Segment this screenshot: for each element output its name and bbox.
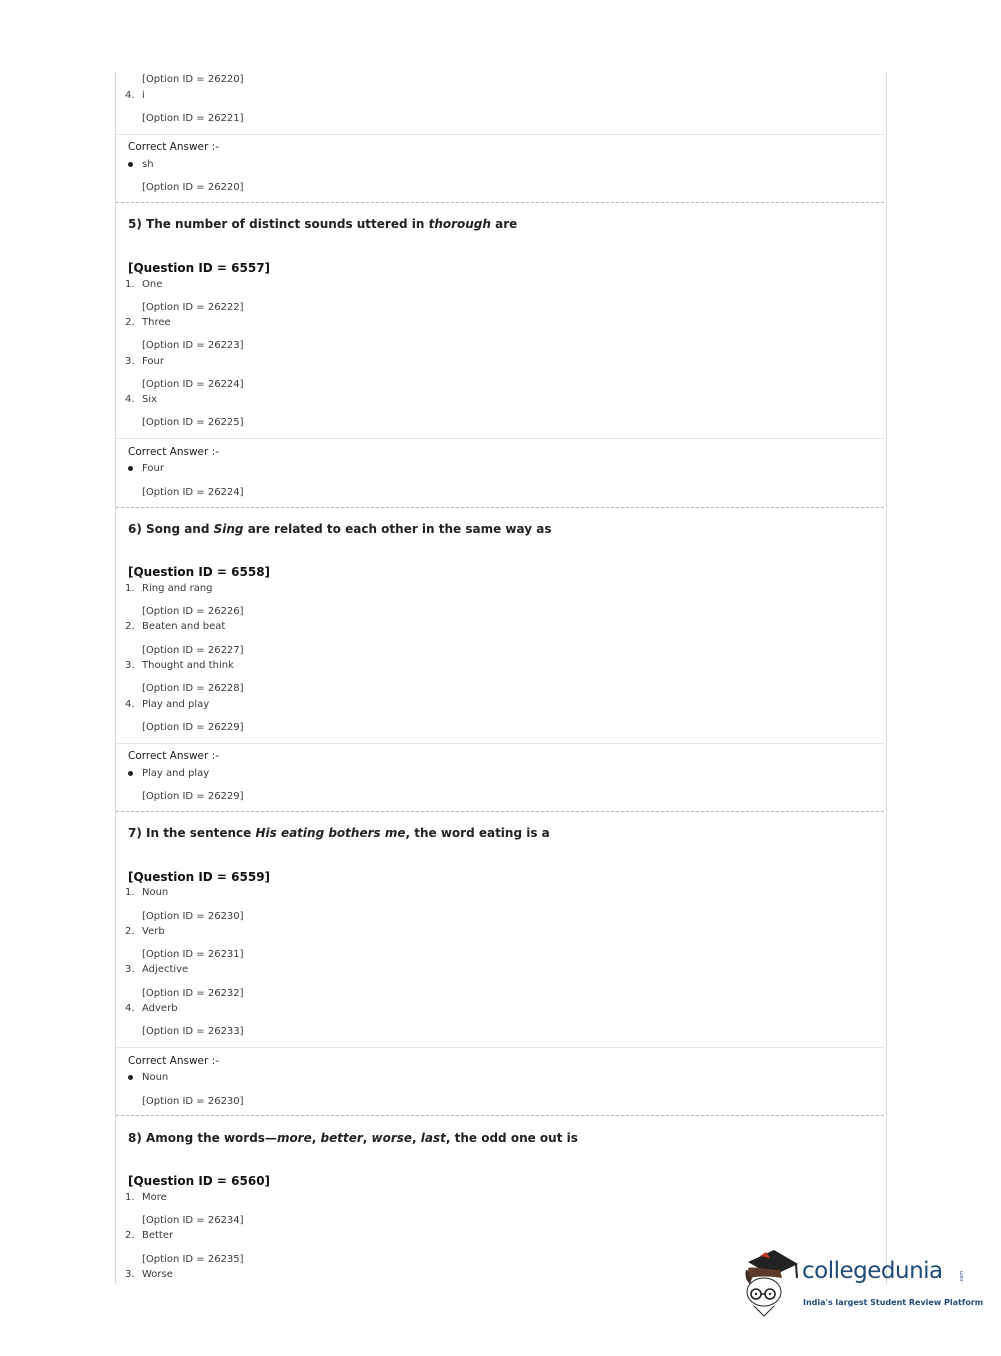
- option-text: Better: [142, 1230, 174, 1241]
- correct-answer-label: Correct Answer :-: [128, 141, 219, 153]
- divider: [116, 743, 884, 744]
- option-text: Four: [142, 356, 164, 367]
- question-separator: [116, 811, 884, 812]
- question-separator: [116, 507, 884, 508]
- option-number: 1.: [125, 583, 135, 594]
- divider: [116, 1047, 884, 1048]
- brand-suffix: .com: [959, 1270, 966, 1284]
- brand-name: collegedunia: [802, 1258, 943, 1284]
- option-number: 2.: [125, 317, 135, 328]
- question-stem: 8) Among the words—more, better, worse, last, the odd one out is: [128, 1131, 578, 1145]
- option-text: i: [142, 90, 145, 101]
- option-id: [Option ID = 26220]: [142, 74, 244, 85]
- option-id: [Option ID = 26229]: [142, 722, 244, 733]
- option-id: [Option ID = 26233]: [142, 1026, 244, 1037]
- option-text: Play and play: [142, 699, 210, 710]
- option-text: Thought and think: [142, 660, 234, 671]
- option-number: 2.: [125, 926, 135, 937]
- option-id: [Option ID = 26223]: [142, 340, 244, 351]
- option-text: Worse: [142, 1269, 173, 1280]
- option-text: One: [142, 279, 163, 290]
- question-separator: [116, 202, 884, 203]
- collegedunia-logo: [740, 1248, 984, 1320]
- option-number: 3.: [125, 1269, 135, 1280]
- correct-option-id: [Option ID = 26230]: [142, 1096, 244, 1107]
- option-id: [Option ID = 26235]: [142, 1254, 244, 1265]
- option-id: [Option ID = 26222]: [142, 302, 244, 313]
- option-id: [Option ID = 26227]: [142, 645, 244, 656]
- option-number: 2.: [125, 1230, 135, 1241]
- option-id: [Option ID = 26226]: [142, 606, 244, 617]
- question-stem: 6) Song and Sing are related to each other in the same way as: [128, 522, 552, 536]
- option-text: Verb: [142, 926, 165, 937]
- option-number: 1.: [125, 1192, 135, 1203]
- bullet-icon: [128, 771, 133, 776]
- option-number: 4.: [125, 90, 135, 101]
- option-number: 4.: [125, 699, 135, 710]
- option-text: More: [142, 1192, 167, 1203]
- question-stem: 7) In the sentence His eating bothers me, the word eating is a: [128, 826, 550, 840]
- option-text: Ring and rang: [142, 583, 213, 594]
- option-id: [Option ID = 26224]: [142, 379, 244, 390]
- option-text: Noun: [142, 887, 169, 898]
- divider: [116, 134, 884, 135]
- correct-option-id: [Option ID = 26224]: [142, 487, 244, 498]
- bullet-icon: [128, 1075, 133, 1080]
- correct-answer-text: Four: [142, 463, 164, 474]
- question-id: [Question ID = 6559]: [128, 870, 271, 884]
- option-id: [Option ID = 26221]: [142, 113, 244, 124]
- option-id: [Option ID = 26228]: [142, 683, 244, 694]
- mascot-icon: [740, 1248, 802, 1320]
- correct-option-id: [Option ID = 26229]: [142, 791, 244, 802]
- correct-answer-label: Correct Answer :-: [128, 750, 219, 762]
- option-number: 1.: [125, 279, 135, 290]
- brand-tagline: India's largest Student Review Platform: [803, 1298, 984, 1307]
- option-number: 4.: [125, 394, 135, 405]
- option-text: Adjective: [142, 964, 189, 975]
- question-id: [Question ID = 6557]: [128, 261, 271, 275]
- option-number: 3.: [125, 356, 135, 367]
- option-text: Three: [142, 317, 171, 328]
- option-text: Adverb: [142, 1003, 178, 1014]
- correct-option-id: [Option ID = 26220]: [142, 182, 244, 193]
- bullet-icon: [128, 466, 133, 471]
- option-number: 3.: [125, 964, 135, 975]
- question-stem: 5) The number of distinct sounds uttered in thorough are: [128, 217, 518, 231]
- question-id: [Question ID = 6560]: [128, 1174, 271, 1188]
- correct-answer-text: Noun: [142, 1072, 169, 1083]
- option-number: 2.: [125, 621, 135, 632]
- correct-answer-label: Correct Answer :-: [128, 1055, 219, 1067]
- option-number: 1.: [125, 887, 135, 898]
- option-id: [Option ID = 26232]: [142, 988, 244, 999]
- question-id: [Question ID = 6558]: [128, 565, 271, 579]
- option-id: [Option ID = 26234]: [142, 1215, 244, 1226]
- option-id: [Option ID = 26231]: [142, 949, 244, 960]
- bullet-icon: [128, 162, 133, 167]
- divider: [116, 438, 884, 439]
- correct-answer-label: Correct Answer :-: [128, 446, 219, 458]
- question-separator: [116, 1115, 884, 1116]
- option-text: Six: [142, 394, 158, 405]
- option-id: [Option ID = 26230]: [142, 911, 244, 922]
- option-id: [Option ID = 26225]: [142, 417, 244, 428]
- option-text: Beaten and beat: [142, 621, 226, 632]
- correct-answer-text: Play and play: [142, 768, 210, 779]
- option-number: 3.: [125, 660, 135, 671]
- correct-answer-text: sh: [142, 159, 154, 170]
- option-number: 4.: [125, 1003, 135, 1014]
